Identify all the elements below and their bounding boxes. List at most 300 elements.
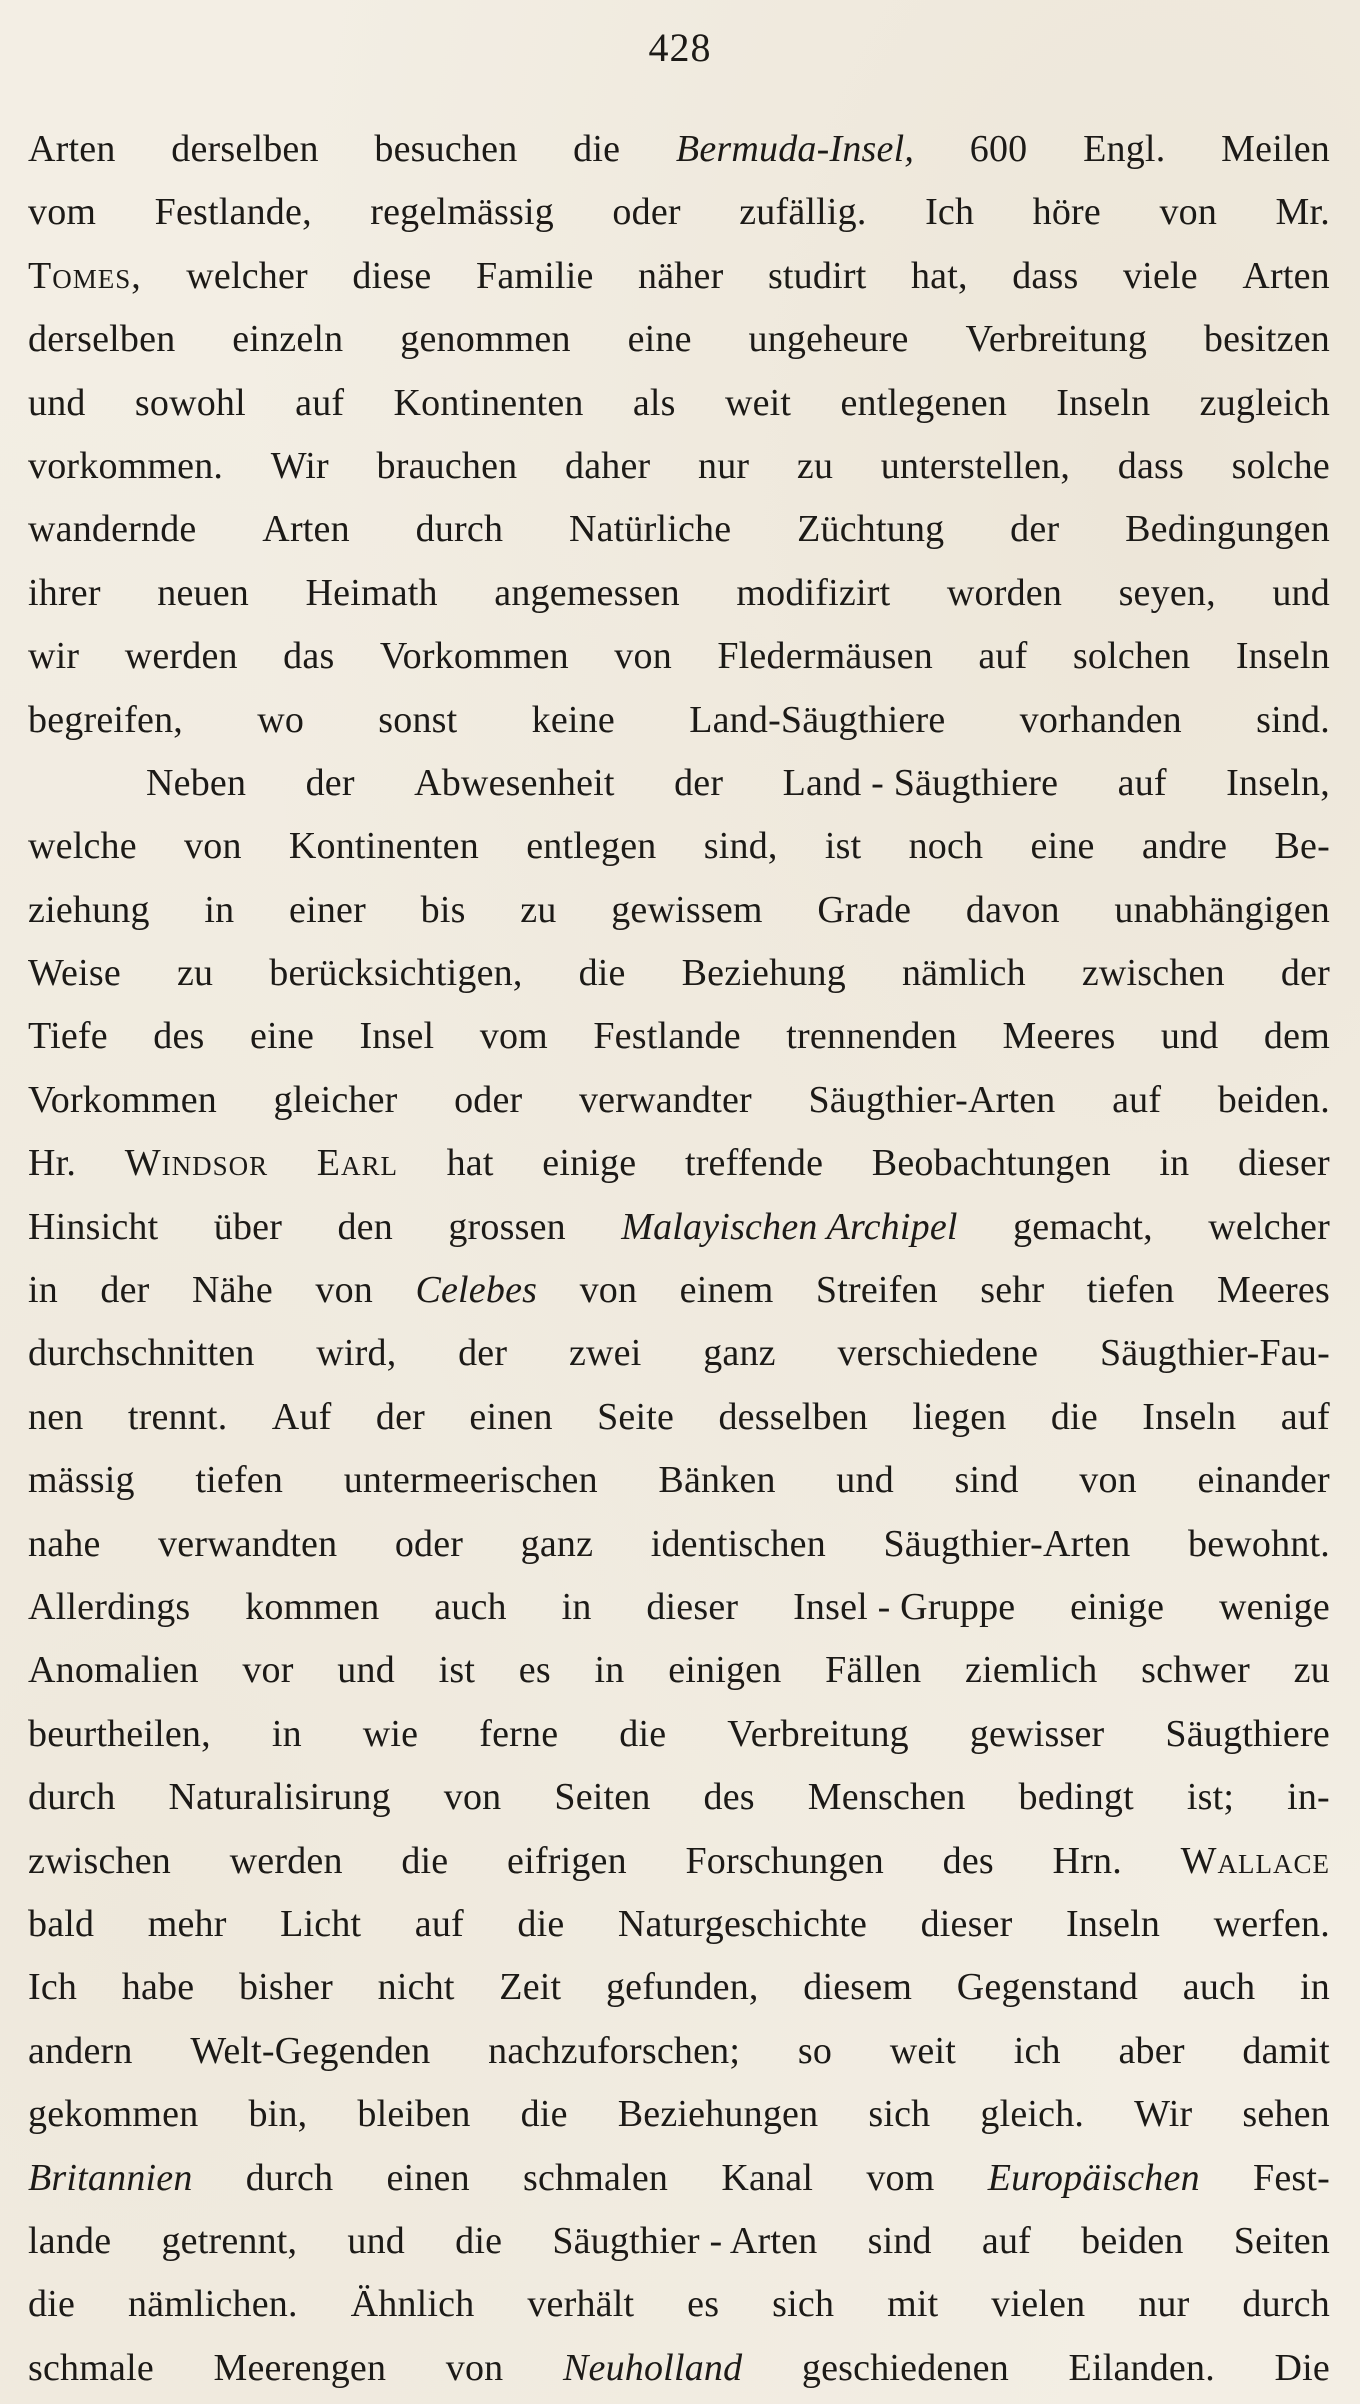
word: auf [295, 381, 345, 424]
word: über [213, 1205, 283, 1248]
word: Earl [316, 1142, 398, 1185]
text-line [28, 2020, 1330, 2083]
word: welche [28, 825, 137, 868]
word: sich [868, 2093, 931, 2136]
word: die [578, 952, 626, 995]
word: werden [229, 1839, 343, 1882]
word: das [283, 635, 335, 678]
word: sind. [1256, 698, 1330, 741]
word: zugleich [1199, 381, 1330, 424]
word: von [443, 1776, 502, 1819]
word: Kanal [721, 2156, 814, 2199]
word: Menschen [807, 1776, 966, 1819]
text-line [28, 1703, 1330, 1766]
word: und [28, 381, 86, 424]
word: werden [124, 635, 238, 678]
word: auf [978, 635, 1028, 678]
word: tiefen [195, 1459, 284, 1502]
word: schwer [1141, 1649, 1250, 1692]
word: von [1079, 1459, 1137, 1502]
word: derselben [28, 318, 176, 361]
word: Züchtung [797, 508, 945, 551]
word: ist [438, 1649, 476, 1692]
word: Beziehung [681, 952, 846, 995]
word: Meeres [1216, 1269, 1330, 1312]
word: vielen [991, 2283, 1086, 2326]
word: auf [1117, 761, 1167, 804]
word: weit [724, 381, 792, 424]
word: welcher [1208, 1205, 1330, 1248]
text-line [28, 2210, 1330, 2273]
word: dem [1263, 1015, 1330, 1058]
word: in [561, 1585, 592, 1628]
word: studirt [767, 254, 867, 297]
word: tiefen [1086, 1269, 1175, 1312]
word: Forschungen [685, 1839, 884, 1882]
word: gleich. [980, 2093, 1085, 2136]
word: Ähnlich [350, 2283, 475, 2326]
word: Seite [597, 1395, 675, 1438]
word: zu [1293, 1649, 1330, 1692]
word: Meerengen [213, 2346, 387, 2389]
word: keine [531, 698, 615, 741]
text-line [28, 1196, 1330, 1259]
word: so [797, 2029, 833, 2072]
word: der [305, 761, 355, 804]
word: ganz [520, 1522, 594, 1565]
word: verwandten [158, 1522, 338, 1565]
word: Fest- [1253, 2156, 1330, 2199]
word: getrennt, [161, 2219, 298, 2262]
word: eifrigen [507, 1839, 627, 1882]
word: Säugthier-Arten [808, 1078, 1056, 1121]
word: kommen [245, 1585, 380, 1628]
word: derselben [171, 128, 319, 170]
word: vom [28, 191, 97, 234]
word: welcher [186, 254, 308, 297]
word: ihrer [28, 571, 101, 614]
word: vorhanden [1019, 698, 1182, 741]
word: Tomes, [28, 254, 142, 297]
word: damit [1242, 2029, 1330, 2072]
text-line [28, 308, 1330, 371]
word: genommen [400, 318, 571, 361]
word: gefunden, [605, 1966, 759, 2009]
word: des [153, 1015, 205, 1058]
text-line [28, 815, 1330, 878]
word: Wir [1134, 2093, 1193, 2136]
word: sind, [703, 825, 778, 868]
word: einigen [668, 1649, 782, 1692]
word: einzeln [232, 318, 344, 361]
word: Säugthier - Arten [552, 2219, 818, 2262]
word: verhält [527, 2283, 635, 2326]
word: Hr. [28, 1142, 77, 1185]
word: der [1280, 952, 1330, 995]
text-line [28, 2083, 1330, 2146]
word: wenige [1219, 1585, 1330, 1628]
text-line [28, 1259, 1330, 1322]
word: Neben [146, 761, 247, 804]
text-line [28, 181, 1330, 244]
word: des [703, 1776, 755, 1819]
word: auf [981, 2219, 1031, 2262]
text-line [28, 1322, 1330, 1385]
word: Gegenstand [956, 1966, 1139, 2009]
word: Land - Säugthiere [782, 761, 1059, 804]
word: brauchen [376, 444, 518, 487]
text-line [28, 498, 1330, 561]
word: Festlande [593, 1015, 741, 1058]
word: Natürliche [568, 508, 732, 551]
word: den [337, 1205, 393, 1248]
word: verschiedene [837, 1332, 1039, 1375]
text-line [28, 1956, 1330, 2019]
word: Arten [262, 508, 350, 551]
word: Seiten [554, 1776, 651, 1819]
word: sind [867, 2219, 932, 2262]
word: mit [887, 2283, 939, 2326]
word: neuen [157, 571, 249, 614]
word: Bedingungen [1125, 508, 1330, 551]
word: nen [28, 1395, 84, 1438]
word: zu [796, 444, 834, 487]
word: schmalen [523, 2156, 669, 2199]
word: entlegen [526, 825, 657, 868]
word: es [687, 2283, 720, 2326]
word: seyen, [1118, 571, 1216, 614]
word: wandernde [28, 508, 197, 551]
word: Allerdings [28, 1585, 191, 1628]
word: als [632, 381, 676, 424]
text-line [28, 2337, 1330, 2400]
word: daher [565, 444, 651, 487]
word: nur [698, 444, 750, 487]
word: einen [469, 1395, 553, 1438]
word: einige [1070, 1585, 1165, 1628]
word: Hinsicht [28, 1205, 159, 1248]
word: der [458, 1332, 508, 1375]
word: Inseln [1142, 1395, 1237, 1438]
word: werfen. [1213, 1902, 1330, 1945]
word: untermeerischen [343, 1459, 598, 1502]
word: Familie [476, 254, 594, 297]
word: vom [866, 2156, 935, 2199]
word: Land-Säugthiere [689, 698, 946, 741]
word: Hrn. [1052, 1839, 1122, 1882]
text-line [28, 1766, 1330, 1829]
word: Welt-Gegenden [190, 2029, 431, 2072]
word: sich [772, 2283, 835, 2326]
word: wie [362, 1712, 419, 1755]
page-number: 428 [648, 25, 712, 70]
word: Licht [280, 1902, 362, 1945]
word: verwandter [578, 1078, 752, 1121]
word: auch [434, 1585, 507, 1628]
word: Abwesenheit [414, 761, 615, 804]
word: bald [28, 1902, 95, 1945]
word: hat [446, 1142, 494, 1185]
word: modifizirt [736, 571, 891, 614]
word: Bermuda-Insel, [675, 128, 915, 170]
word: die [28, 2283, 76, 2326]
word: geschiedenen [801, 2346, 1009, 2389]
word: Meilen [1221, 128, 1330, 170]
word: es [518, 1649, 551, 1692]
text-line [28, 1132, 1330, 1195]
word: wird, [316, 1332, 397, 1375]
word: trennt. [127, 1395, 228, 1438]
word: Naturalisirung [168, 1776, 391, 1819]
word: sehr [980, 1269, 1045, 1312]
word: Inseln [1056, 381, 1151, 424]
word: einen [386, 2156, 470, 2199]
word: berücksichtigen, [269, 952, 523, 995]
word: bedingt [1018, 1776, 1134, 1819]
word: solchen [1072, 635, 1191, 678]
word: sowohl [134, 381, 246, 424]
word: Verbreitung [727, 1712, 909, 1755]
word: Fledermäusen [717, 635, 933, 678]
word: Britannien [28, 2156, 193, 2199]
word: die [455, 2219, 503, 2262]
word: Nähe [191, 1269, 273, 1312]
word: Arten [1242, 254, 1330, 297]
word: ist [824, 825, 862, 868]
text-line [28, 942, 1330, 1005]
word: diese [352, 254, 432, 297]
word: ferne [479, 1712, 559, 1755]
word: von [614, 635, 672, 678]
word: wir [28, 635, 80, 678]
word: Auf [271, 1395, 332, 1438]
word: angemessen [494, 571, 680, 614]
word: gleicher [273, 1078, 398, 1121]
word: Ich [28, 1966, 78, 2009]
word: durch [245, 2156, 334, 2199]
word: des [942, 1839, 994, 1882]
word: Arten [28, 128, 116, 170]
word: näher [638, 254, 724, 297]
word: ich [1013, 2029, 1061, 2072]
word: dieser [920, 1902, 1013, 1945]
word: vorkommen. [28, 444, 224, 487]
word: nämlichen. [127, 2283, 298, 2326]
word: einige [542, 1142, 637, 1185]
word: die [1050, 1395, 1098, 1438]
text-line [28, 2273, 1330, 2336]
word: Seiten [1233, 2219, 1330, 2262]
word: und [1160, 1015, 1219, 1058]
text-line [28, 689, 1330, 752]
word: Festlande, [154, 191, 312, 234]
word: regelmässig [370, 191, 554, 234]
word: vom [479, 1015, 548, 1058]
text-line [28, 625, 1330, 688]
word: sehen [1242, 2093, 1330, 2136]
word: der [100, 1269, 150, 1312]
word: grossen [448, 1205, 566, 1248]
word: auch [1182, 1966, 1256, 2009]
word: Weise [28, 952, 121, 995]
word: einer [289, 888, 366, 931]
word: in [1159, 1142, 1190, 1185]
word: 600 [969, 128, 1028, 170]
word: Eilanden. [1068, 2346, 1215, 2389]
word: Vorkommen [28, 1078, 217, 1121]
word: Vorkommen [379, 635, 569, 678]
word: gewissem [611, 888, 763, 931]
word: bis [420, 888, 466, 931]
text-line [28, 1005, 1330, 1068]
body-text [28, 118, 1330, 2400]
word: Be- [1274, 825, 1330, 868]
text-line [28, 372, 1330, 435]
word: nur [1138, 2283, 1190, 2326]
word: in [594, 1649, 625, 1692]
word: andern [28, 2029, 133, 2072]
word: bleiben [357, 2093, 471, 2136]
word: habe [121, 1966, 195, 2009]
word: in [271, 1712, 302, 1755]
word: nämlich [901, 952, 1026, 995]
word: Kontinenten [393, 381, 584, 424]
word: durch [415, 508, 504, 551]
word: desselben [718, 1395, 869, 1438]
word: einander [1197, 1459, 1330, 1502]
word: von [445, 2346, 504, 2389]
word: beiden. [1217, 1078, 1330, 1121]
text-line [28, 1069, 1330, 1132]
word: und [337, 1649, 395, 1692]
text-line [28, 1893, 1330, 1956]
word: Bänken [658, 1459, 776, 1502]
word: Windsor [124, 1142, 269, 1185]
word: unterstellen, [880, 444, 1071, 487]
word: und [347, 2219, 405, 2262]
word: aber [1118, 2029, 1185, 2072]
text-line [28, 2147, 1330, 2210]
text-line [28, 1449, 1330, 1512]
word: Malayischen Archipel [621, 1205, 958, 1248]
word: wo [257, 698, 305, 741]
text-line [28, 562, 1330, 625]
word: besuchen [374, 128, 518, 170]
word: beurtheilen, [28, 1712, 211, 1755]
word: Insel [359, 1015, 435, 1058]
word: dieser [1237, 1142, 1330, 1185]
text-line [28, 118, 1330, 181]
word: dieser [646, 1585, 739, 1628]
word: weit [889, 2029, 957, 2072]
word: die [517, 1902, 565, 1945]
word: in [1299, 1966, 1330, 2009]
word: bin, [248, 2093, 308, 2136]
word: und [836, 1459, 894, 1502]
word: von [315, 1269, 373, 1312]
word: worden [946, 571, 1063, 614]
word: eine [249, 1015, 315, 1058]
word: diesem [803, 1966, 913, 2009]
word: durchschnitten [28, 1332, 255, 1375]
word: die [619, 1712, 667, 1755]
word: noch [908, 825, 984, 868]
word: der [674, 761, 724, 804]
word: nahe [28, 1522, 101, 1565]
word: und [1272, 571, 1330, 614]
word: mässig [28, 1459, 135, 1502]
word: Inseln, [1226, 761, 1330, 804]
word: schmale [28, 2346, 154, 2389]
text-line [28, 1513, 1330, 1576]
word: nachzuforschen; [488, 2029, 741, 2072]
word: zu [520, 888, 557, 931]
word: entlegenen [840, 381, 1008, 424]
word: zwischen [28, 1839, 171, 1882]
word: Fällen [825, 1649, 922, 1692]
word: ziemlich [965, 1649, 1098, 1692]
word: die [401, 1839, 449, 1882]
text-line [28, 435, 1330, 498]
word: Verbreitung [965, 318, 1148, 361]
word: höre [1032, 191, 1101, 234]
word: die [520, 2093, 568, 2136]
word: sonst [378, 698, 458, 741]
word: Kontinenten [288, 825, 479, 868]
word: viele [1122, 254, 1198, 297]
word: eine [1030, 825, 1095, 868]
word: in- [1287, 1776, 1330, 1819]
word: die [573, 128, 621, 170]
word: unabhängigen [1114, 888, 1330, 931]
word: Streifen [815, 1269, 938, 1312]
word: gemacht, [1013, 1205, 1153, 1248]
word: Beziehungen [617, 2093, 819, 2136]
word: auf [414, 1902, 464, 1945]
word: von [1159, 191, 1218, 234]
word: Säugthier-Fau- [1099, 1332, 1330, 1375]
word: einem [679, 1269, 774, 1312]
word: Mr. [1275, 191, 1330, 234]
word: durch [1242, 2283, 1330, 2326]
word: ungeheure [748, 318, 909, 361]
word: Celebes [415, 1269, 538, 1312]
word: Wir [270, 444, 329, 487]
word: Wallace [1180, 1839, 1330, 1882]
word: oder [394, 1522, 464, 1565]
text-line [28, 1576, 1330, 1639]
word: trennenden [786, 1015, 958, 1058]
word: zufällig. [739, 191, 867, 234]
word: oder [612, 191, 681, 234]
word: beiden [1081, 2219, 1184, 2262]
word: identischen [650, 1522, 826, 1565]
word: Zeit [499, 1966, 562, 2009]
word: hat, [910, 254, 968, 297]
word: auf [1112, 1078, 1162, 1121]
word: Insel - Gruppe [793, 1585, 1016, 1628]
word: Die [1274, 2346, 1330, 2389]
word: liegen [912, 1395, 1007, 1438]
word: der [1010, 508, 1060, 551]
word: Europäischen [987, 2156, 1200, 2199]
word: Säugthier-Arten [883, 1522, 1131, 1565]
word: Inseln [1235, 635, 1330, 678]
word: sind [954, 1459, 1019, 1502]
word: mehr [147, 1902, 227, 1945]
word: lande [28, 2219, 112, 2262]
word: Tiefe [28, 1015, 108, 1058]
